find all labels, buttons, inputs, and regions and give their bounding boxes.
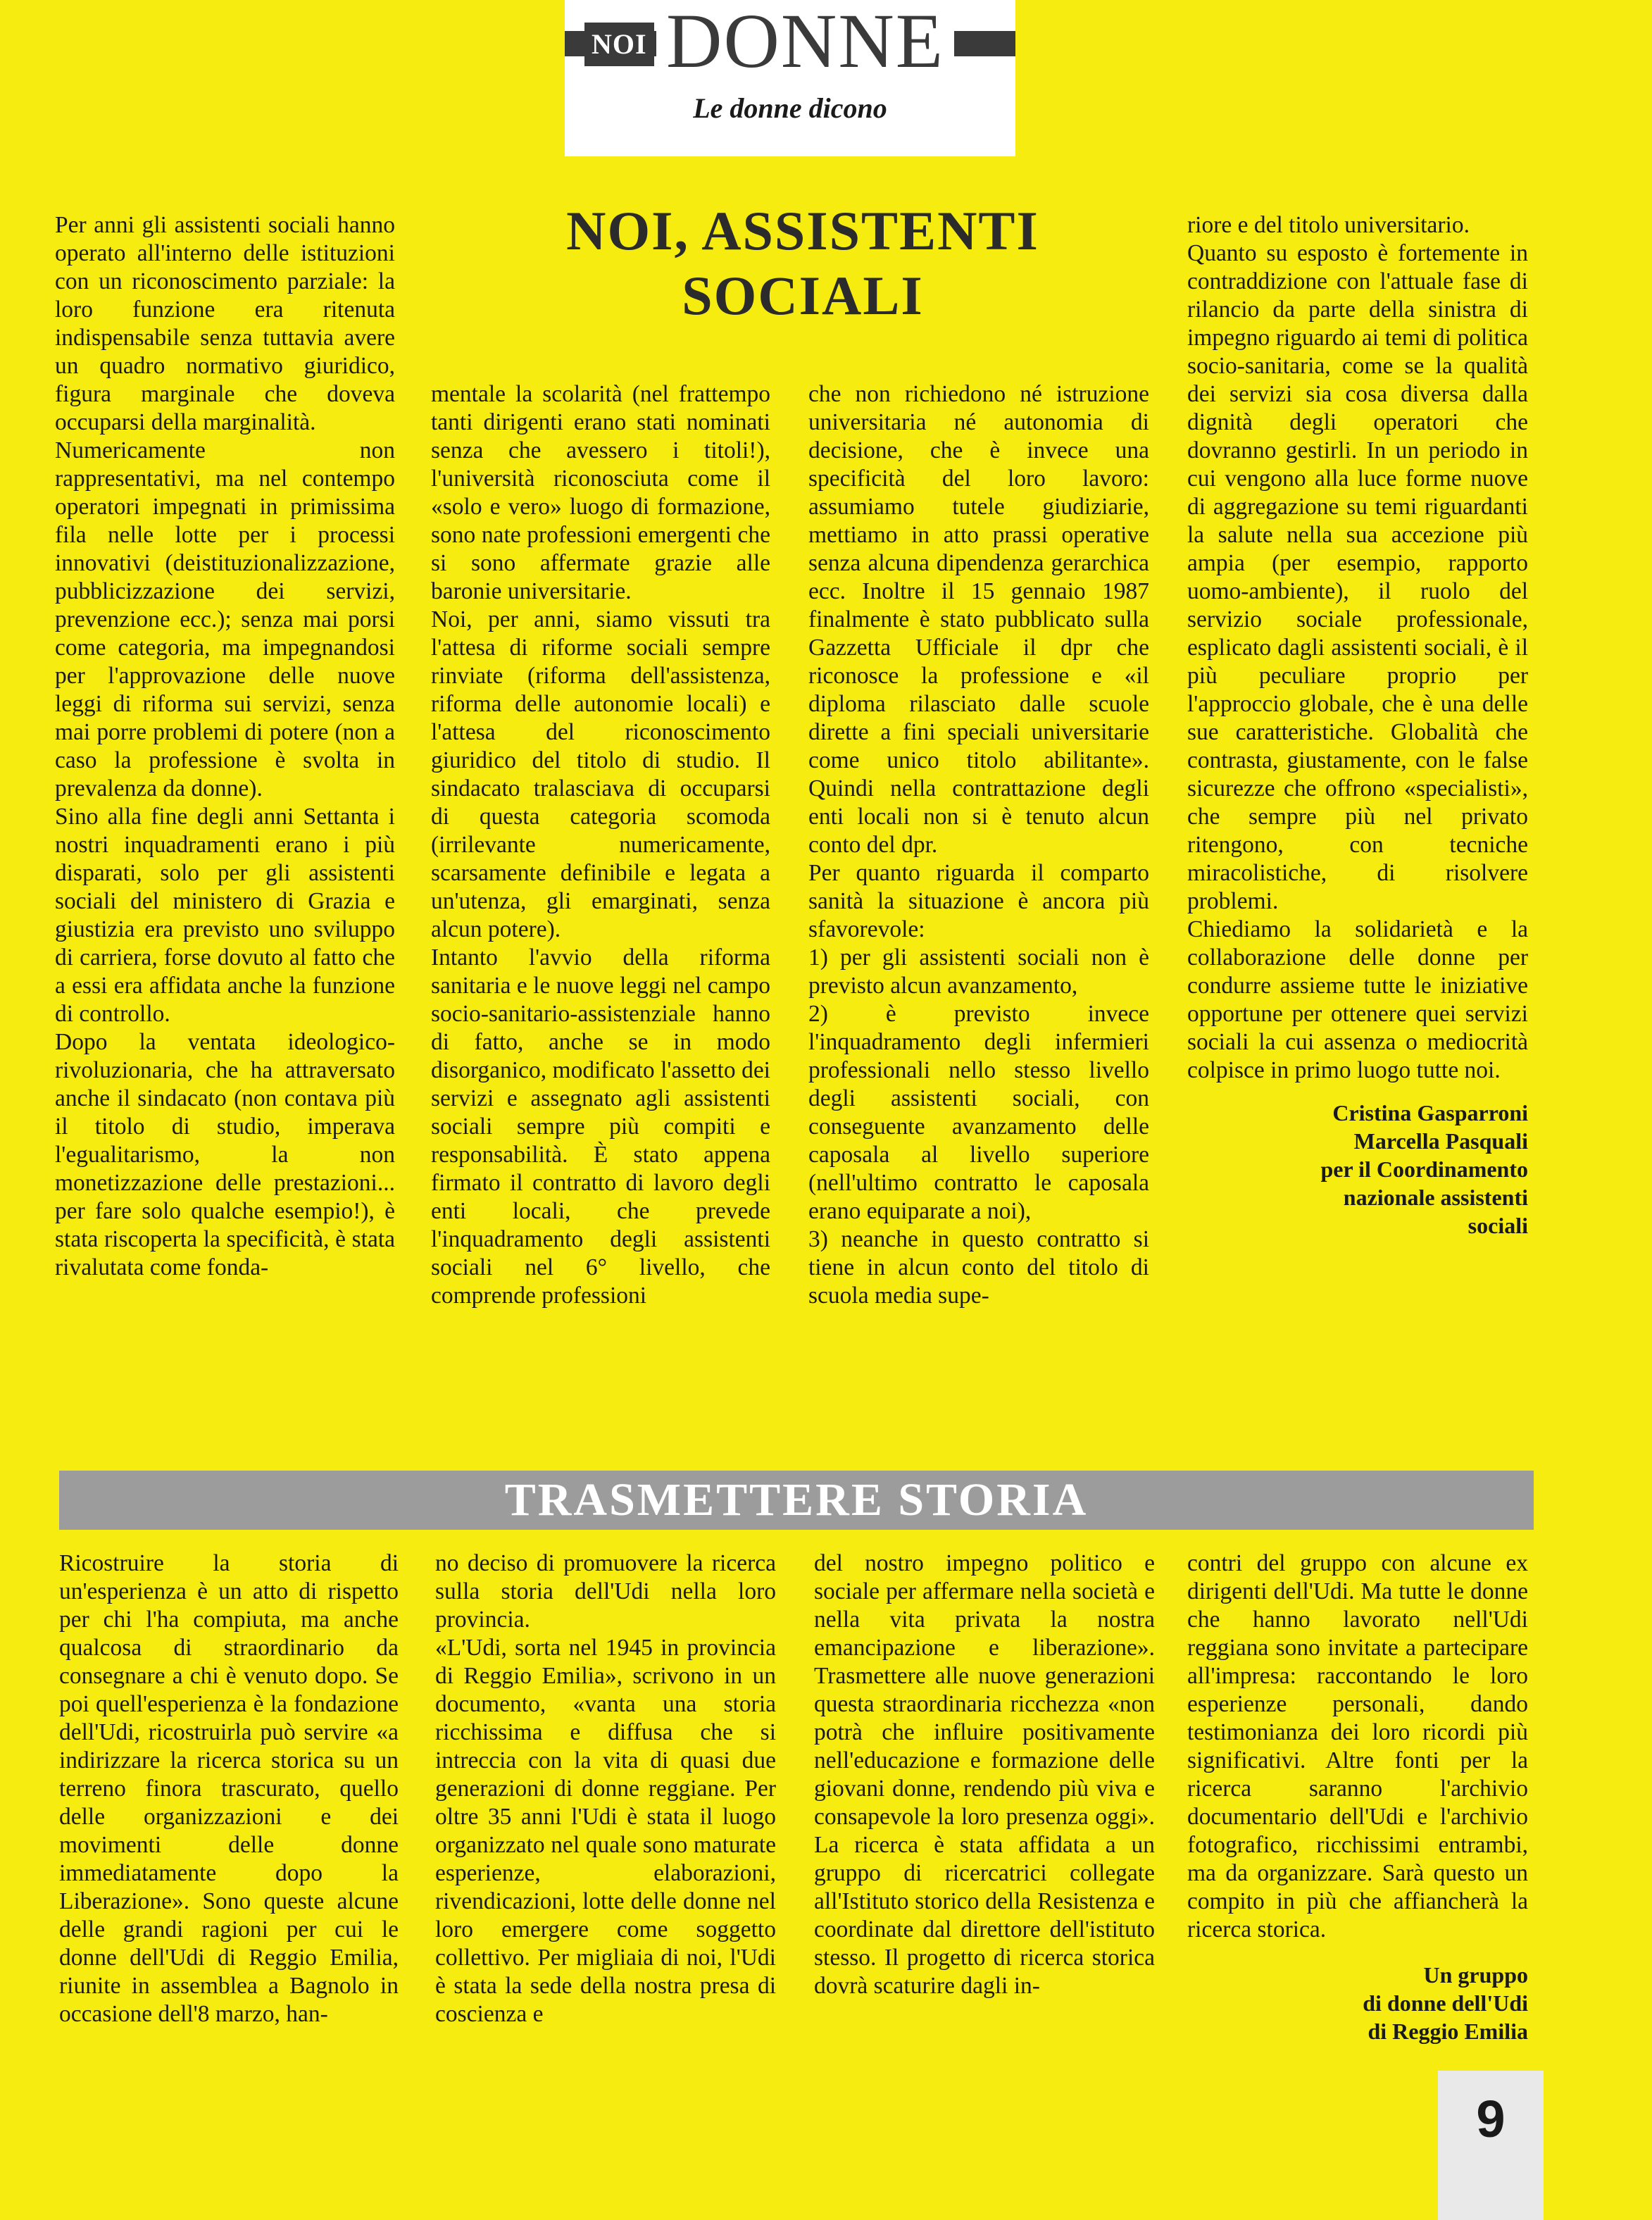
article1-column-2 — [431, 380, 770, 1310]
article2-column-4 — [1187, 1549, 1528, 2045]
masthead-noi: NOI — [584, 23, 654, 66]
paragraph: del nostro impegno politico e sociale per affermare nella società e nella vita privata la nostra emancipazione e liberazione». Trasmettere alle nuove generazioni questa straordinaria ricchezza «non potrà che influire positivamente nell'educazione e formazione delle giovani donne, rendendo più viva e consapevole la loro presenza oggi». La ricerca è stata affidata a un gruppo di ricercatrici collegate all'Istituto storico della Resistenza e coordinate dal direttore dell'istituto stesso. Il progetto di ricerca storica dovrà scaturire dagli in- — [814, 1550, 1155, 1999]
signature-line: Cristina Gasparroni — [1332, 1100, 1528, 1125]
article1-signature — [1187, 1099, 1528, 1240]
article1-column-1 — [55, 211, 395, 1282]
paragraph: 3) neanche in questo contratto si tiene in alcun conto del titolo di scuola media supe- — [808, 1226, 1149, 1309]
paragraph: Dopo la ventata ideologico-rivoluzionaria, che ha attraversato anche il sindacato (non contava più il titolo di studio, imperava l'egualitarismo, la non monetizzazione delle prestazioni... per fare solo qualche esempio!), è stata riscoperta la specificità, è stata rivalutata come fonda- — [55, 1029, 395, 1280]
paragraph: no deciso di promuovere la ricerca sulla storia dell'Udi nella loro provincia. — [435, 1550, 776, 1633]
article1-title-line2: SOCIALI — [682, 265, 924, 326]
paragraph: Chiediamo la solidarietà e la collaborazione delle donne per condurre assieme tutte le iniziative opportune per ottenere quei servizi sociali la cui assenza o mediocrità colpisce in primo luogo tutte noi. — [1187, 916, 1528, 1083]
signature-line: per il Coordinamento — [1320, 1156, 1528, 1182]
article2-column-2 — [435, 1549, 776, 2028]
paragraph: Per anni gli assistenti sociali hanno operato all'interno delle istituzioni con un riconoscimento parziale: la loro funzione era ritenuta indispensabile senza tuttavia avere un quadro normativo giuridico, figura marginale che doveva occuparsi della marginalità. — [55, 212, 395, 435]
paragraph: Sino alla fine degli anni Settanta i nostri inquadramenti erano i più disparati, solo per gli assistenti sociali del ministero di Grazia e giustizia era previsto uno sviluppo di carriera, forse dovuto al fatto che a essi era affidata anche la funzione di controllo. — [55, 804, 395, 1027]
masthead-title: DONNE — [656, 6, 954, 76]
signature-line: sociali — [1468, 1213, 1528, 1238]
signature-line: Un gruppo — [1423, 1962, 1528, 1988]
paragraph: «L'Udi, sorta nel 1945 in provincia di Reggio Emilia», scrivono in un documento, «vanta una storia ricchissima e diffusa che si intreccia con la vita di quasi due generazioni di donne reggiane. Per oltre 35 anni l'Udi è stata il luogo organizzato nel quale sono maturate esperienze, elaborazioni, rivendicazioni, lotte delle donne nel loro emergere come soggetto collettivo. Per migliaia di noi, l'Udi è stata la sede della nostra presa di coscienza e — [435, 1635, 776, 2027]
page-number: 9 — [1476, 2090, 1506, 2148]
masthead — [565, 0, 1015, 156]
paragraph: riore e del titolo universitario. — [1187, 212, 1470, 238]
article1-title — [451, 199, 1155, 328]
signature-line: Marcella Pasquali — [1353, 1128, 1528, 1154]
paragraph: Ricostruire la storia di un'esperienza è un atto di rispetto per chi l'ha compiuta, ma anche qualcosa di straordinario da consegnare a chi è venuto dopo. Se poi quell'esperienza è la fondazione dell'Udi, ricostruirla può servire «a indirizzare la ricerca storica su un terreno finora trascurato, quello delle organizzazioni e dei movimenti delle donne immediatamente dopo la Liberazione». Sono queste alcune delle grandi ragioni per cui le donne dell'Udi di Reggio Emilia, riunite in assemblea a Bagnolo in occasione dell'8 marzo, han- — [59, 1550, 399, 2027]
signature-line: di Reggio Emilia — [1368, 2019, 1528, 2044]
paragraph: Per quanto riguarda il comparto sanità la situazione è ancora più sfavorevole: — [808, 860, 1149, 942]
paragraph: Quanto su esposto è fortemente in contraddizione con l'attuale fase di rilancio da parte della sinistra di impegno riguardo ai temi di politica socio-sanitaria, come se la qualità dei servizi sia cosa diversa dalla dignità degli operatori che dovranno gestirli. In un periodo in cui vengono alla luce forme nuove di aggregazione su temi riguardanti la salute nella sua accezione più ampia (per esempio, rapporto uomo-ambiente), il ruolo del servizio sociale professionale, esplicato dagli assistenti sociali, è il più peculiare proprio per l'approccio globale, che è una delle sue caratteristiche. Globalità che contrasta, giustamente, con le false sicurezze che offrono «specialisti», che sempre più nel privato ritengono, con tecniche miracolistiche, di risolvere problemi. — [1187, 240, 1528, 914]
article1-column-3 — [808, 380, 1149, 1310]
paragraph: mentale la scolarità (nel frattempo tanti dirigenti erano stati nominati senza che avessero i titoli!), l'università riconosciuta come il «solo e vero» luogo di formazione, sono nate professioni emergenti che si sono affermate grazie alle baronie universitarie. — [431, 381, 770, 604]
article2-column-1 — [59, 1549, 399, 2028]
signature-line: di donne dell'Udi — [1363, 1990, 1528, 2016]
paragraph: 2) è previsto invece l'inquadramento degli infermieri professionali nello stesso livello degli assistenti sociali, con conseguente avanzamento delle caposala al livello superiore (nell'ultimo contratto le caposala erano equiparate a noi), — [808, 1001, 1149, 1224]
page-number-box — [1438, 2071, 1544, 2220]
article2-column-3 — [814, 1549, 1155, 2000]
paragraph: che non richiedono né istruzione universitaria né autonomia di decisione, che è invece una specificità del loro lavoro: assumiamo tutele giudiziarie, mettiamo in atto prassi operative senza alcuna dipendenza gerarchica ecc. Inoltre il 15 gennaio 1987 finalmente è stato pubblicato sulla Gazzetta Ufficiale il dpr che riconosce la professione e «il diploma rilasciato dalle scuole dirette a fini speciali universitarie come unico titolo abilitante». Quindi nella contrattazione degli enti locali non si è tenuto alcun conto del dpr. — [808, 381, 1149, 858]
paragraph: 1) per gli assistenti sociali non è previsto alcun avanzamento, — [808, 944, 1149, 999]
article2-signature — [1187, 1961, 1528, 2045]
paragraph: Noi, per anni, siamo vissuti tra l'attesa di riforme sociali sempre rinviate (riforma dell'assistenza, riforma delle autonomie locali) e l'attesa del riconoscimento giuridico del titolo di studio. Il sindacato tralasciava di occuparsi di questa categoria scomoda (irrilevante numericamente, scarsamente definibile e legata a un'utenza, gli emarginati, senza alcun potere). — [431, 606, 770, 942]
article2-title: TRASMETTERE STORIA — [504, 1474, 1089, 1526]
signature-line: nazionale assistenti — [1343, 1185, 1528, 1210]
section-subtitle: Le donne dicono — [693, 92, 887, 124]
paragraph: Intanto l'avvio della riforma sanitaria e le nuove leggi nel campo socio-sanitario-assistenziale hanno di fatto, anche se in modo disorganico, modificato l'assetto dei servizi e assegnato agli assistenti sociali sempre più compiti e responsabilità. È stato appena firmato il contratto di lavoro degli enti locali, che prevede l'inquadramento degli assistenti sociali nel 6° livello, che comprende professioni — [431, 944, 770, 1309]
paragraph: Numericamente non rappresentativi, ma nel contempo operatori impegnati in primissima fila nelle lotte per i processi innovativi (deistituzionalizzazione, pubblicizzazione dei servizi, prevenzione ecc.); senza mai porsi come categoria, ma impegnandosi per l'approvazione delle nuove leggi di riforma sui servizi, senza mai porre problemi di potere (non a caso la professione è svolta in prevalenza da donne). — [55, 437, 395, 802]
article1-title-line1: NOI, ASSISTENTI — [566, 200, 1039, 261]
paragraph: contri del gruppo con alcune ex dirigenti dell'Udi. Ma tutte le donne che hanno lavorato nell'Udi reggiana sono invitate a partecipare all'impresa: raccontando le loro esperienze personali, dando testimonianza dei loro ricordi più significativi. Altre fonti per la ricerca saranno l'archivio documentario dell'Udi e l'archivio fotografico, ricchissimi entrambi, ma da organizzare. Sarà questo un compito in più che affiancherà la ricerca storica. — [1187, 1550, 1528, 1942]
article1-column-4 — [1187, 211, 1528, 1240]
article2-title-band — [59, 1471, 1534, 1530]
